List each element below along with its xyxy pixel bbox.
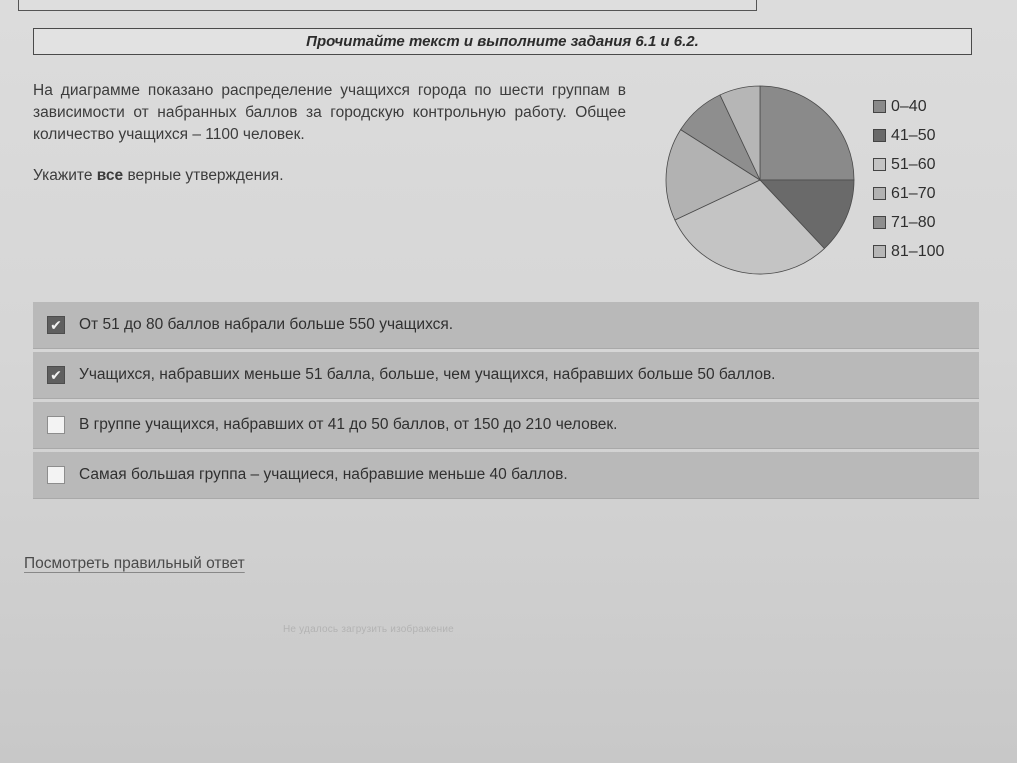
legend-swatch bbox=[873, 129, 886, 142]
legend-swatch bbox=[873, 216, 886, 229]
legend-item-51-60 bbox=[873, 150, 944, 179]
option-row[interactable] bbox=[33, 452, 979, 498]
option-checkbox[interactable] bbox=[47, 366, 65, 384]
legend-label: 61–70 bbox=[891, 184, 936, 202]
legend-label: 71–80 bbox=[891, 213, 936, 231]
legend-label: 41–50 bbox=[891, 126, 936, 144]
option-checkbox[interactable] bbox=[47, 316, 65, 334]
pie-chart bbox=[660, 80, 860, 280]
option-label: От 51 до 80 баллов набрали больше 550 учащихся. bbox=[79, 316, 454, 333]
option-checkbox[interactable] bbox=[47, 466, 65, 484]
checkmark-icon: ✔ bbox=[50, 317, 62, 333]
legend-item-61-70 bbox=[873, 179, 944, 208]
legend-label: 81–100 bbox=[891, 242, 945, 260]
option-checkbox[interactable] bbox=[47, 416, 65, 434]
pie-slice-0-40 bbox=[760, 86, 854, 180]
task-description: На диаграмме показано распределение учащихся города по шести группам в зависимости от набранных баллов за городскую контрольную работу. Общее количество учащихся – 1100 человек. bbox=[33, 82, 626, 143]
show-answer-link[interactable]: Посмотреть правильный ответ bbox=[24, 555, 245, 572]
previous-panel-edge bbox=[18, 0, 757, 11]
prompt-before: Укажите bbox=[33, 167, 97, 184]
option-row[interactable] bbox=[33, 402, 979, 448]
legend-swatch bbox=[873, 158, 886, 171]
prompt-emphasis: все bbox=[96, 167, 124, 184]
task-header: Прочитайте текст и выполните задания 6.1 и 6.2. bbox=[33, 28, 972, 55]
legend-swatch bbox=[873, 187, 886, 200]
answer-options bbox=[33, 302, 979, 502]
option-row[interactable] bbox=[33, 352, 979, 398]
legend-label: 51–60 bbox=[891, 155, 936, 173]
task-prompt bbox=[33, 166, 284, 186]
chart-legend bbox=[873, 92, 944, 266]
option-label: Учащихся, набравших меньше 51 балла, больше, чем учащихся, набравших больше 50 баллов. bbox=[79, 366, 776, 383]
legend-label: 0–40 bbox=[891, 97, 927, 115]
option-label: В группе учащихся, набравших от 41 до 50 баллов, от 150 до 210 человек. bbox=[79, 416, 618, 433]
legend-item-0-40 bbox=[873, 92, 944, 121]
faint-footer-text: Не удалось загрузить изображение bbox=[283, 624, 454, 635]
prompt-after: верные утверждения. bbox=[123, 167, 284, 184]
legend-item-81-100 bbox=[873, 237, 944, 266]
legend-swatch bbox=[873, 245, 886, 258]
option-row[interactable] bbox=[33, 302, 979, 348]
legend-item-41-50 bbox=[873, 121, 944, 150]
legend-item-71-80 bbox=[873, 208, 944, 237]
legend-swatch bbox=[873, 100, 886, 113]
option-label: Самая большая группа – учащиеся, набравшие меньше 40 баллов. bbox=[79, 466, 568, 483]
checkmark-icon: ✔ bbox=[50, 367, 62, 383]
